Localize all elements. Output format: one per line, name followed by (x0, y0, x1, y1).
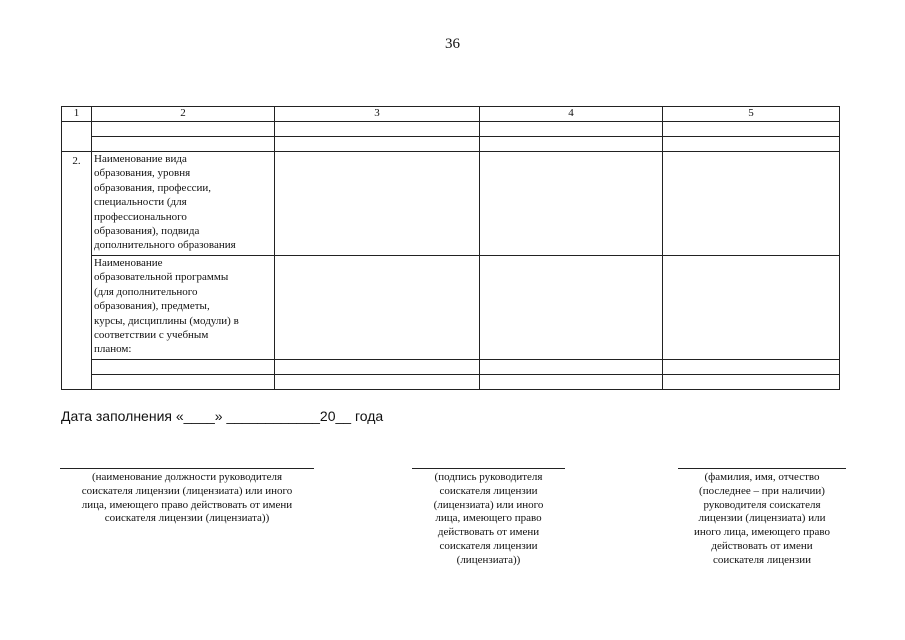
caption-line: (последнее – при наличии) (699, 484, 825, 497)
label-line: специальности (для (94, 196, 187, 209)
label-line: образования, профессии, (94, 181, 211, 194)
caption-line: лица, имеющего право (435, 512, 542, 525)
caption-line: соискателя лицензии (439, 484, 538, 497)
table-cell (92, 137, 275, 152)
caption-line: соискателя лицензии (439, 539, 538, 552)
label-line: образования), подвида (94, 225, 200, 238)
header-cell-4: 4 (480, 107, 663, 122)
caption-line: (подпись руководителя (434, 471, 543, 483)
table-cell (480, 152, 663, 256)
table-cell (480, 137, 663, 152)
label-line: профессионального (94, 210, 187, 223)
header-cell-3: 3 (275, 107, 480, 122)
position-signature-block (60, 468, 314, 526)
table-cell (480, 375, 663, 390)
header-cell-5: 5 (663, 107, 840, 122)
table-row (62, 122, 840, 137)
table-header-row (62, 107, 840, 122)
caption-line: руководителя соискателя (703, 498, 821, 511)
program-label (92, 256, 275, 360)
table-cell (92, 360, 275, 375)
header-cell-2: 2 (92, 107, 275, 122)
table-cell (663, 360, 840, 375)
caption-line: (лицензиата) или иного (433, 498, 544, 511)
table-row (62, 375, 840, 390)
signature-block (412, 468, 565, 568)
table-row-education-type (62, 152, 840, 256)
table-cell (275, 375, 480, 390)
label-line: соответствии с учебным (94, 329, 209, 342)
table-cell (663, 137, 840, 152)
label-line: курсы, дисциплины (модули) в (94, 314, 239, 327)
form-table (61, 106, 840, 390)
caption-line: (лицензиата)) (456, 553, 521, 566)
caption-line: лица, имеющего право действовать от имени (81, 498, 293, 511)
table-row-program (62, 256, 840, 360)
caption-line: действовать от имени (711, 539, 813, 552)
caption-line: иного лица, имеющего право (693, 526, 831, 539)
table-cell (480, 360, 663, 375)
table-cell (663, 256, 840, 360)
full-name-signature-block (678, 468, 846, 568)
label-line: дополнительного образования (94, 239, 236, 252)
table-cell (275, 137, 480, 152)
label-line: Наименование (94, 257, 163, 269)
caption-line: соискателя лицензии (лицензиата)) (104, 512, 270, 525)
table-cell (663, 375, 840, 390)
caption-line: лицензии (лицензиата) или (698, 512, 826, 525)
table-cell (92, 122, 275, 137)
label-line: образовательной программы (94, 271, 229, 284)
caption-line: соискателя лицензии (лицензиата) или иного (81, 484, 293, 497)
table-row (62, 137, 840, 152)
table-cell (663, 122, 840, 137)
label-line: образования, уровня (94, 167, 191, 180)
table-row (62, 360, 840, 375)
label-line: образования), предметы, (94, 300, 210, 313)
caption-line: (фамилия, имя, отчество (704, 471, 820, 483)
caption-line: действовать от имени (437, 526, 540, 539)
label-line: планом: (94, 343, 132, 356)
table-cell (62, 122, 92, 152)
table-cell (480, 256, 663, 360)
label-line: (для дополнительного (94, 285, 198, 298)
caption-line: (наименование должности руководителя (91, 471, 283, 483)
table-cell (92, 375, 275, 390)
table-cell (275, 256, 480, 360)
table-cell (480, 122, 663, 137)
fill-date-line: Дата заполнения «____» ____________20__ года (61, 408, 384, 424)
label-line: Наименование вида (94, 153, 187, 165)
table-cell (663, 152, 840, 256)
table-cell (275, 122, 480, 137)
page-number: 36 (445, 36, 460, 52)
education-type-label (92, 152, 275, 256)
header-cell-1: 1 (62, 107, 92, 122)
table-cell (275, 152, 480, 256)
row-number: 2. (62, 152, 92, 390)
table-cell (275, 360, 480, 375)
caption-line: соискателя лицензии (712, 553, 812, 566)
